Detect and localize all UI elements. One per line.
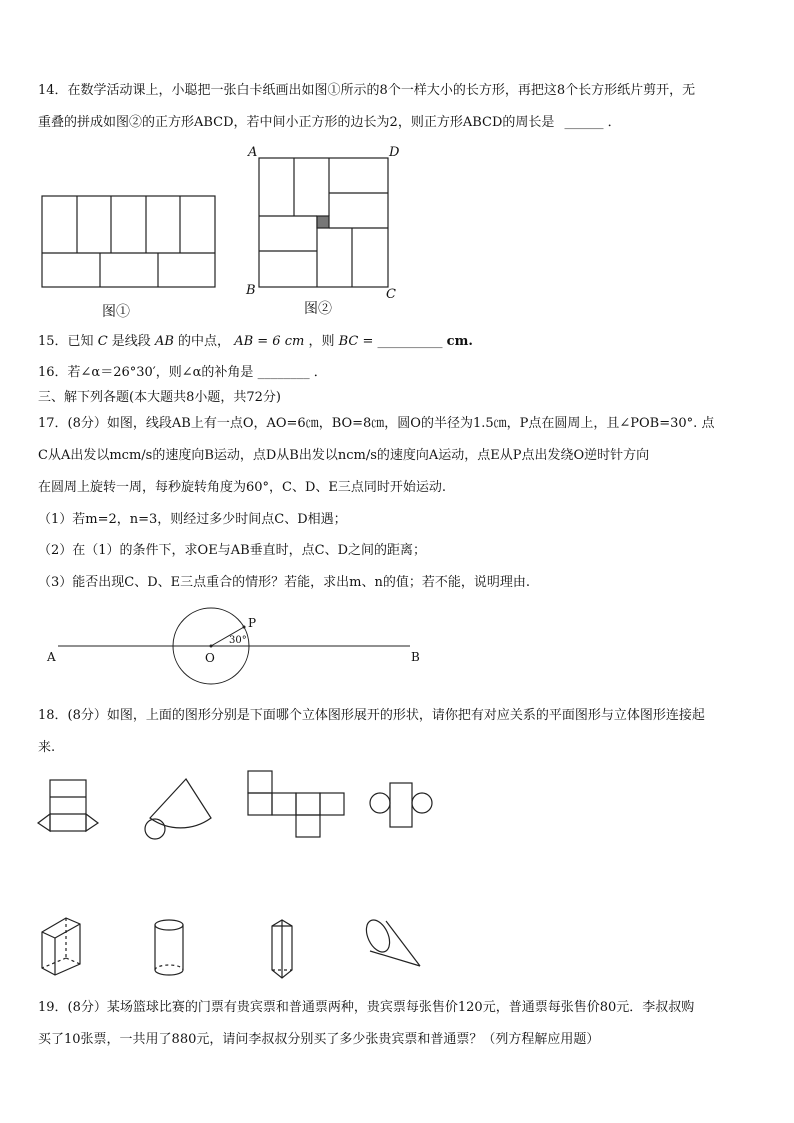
fig1-outer: [42, 196, 215, 287]
q17-sub1: （1）若m=2，n=3，则经过多少时间点C、D相遇；: [38, 512, 347, 527]
fig2-label-A: A: [248, 145, 258, 160]
q17-point-O: [210, 645, 213, 648]
q17-line3: 在圆周上旋转一周，每秒旋转角度为60°，C、D、E三点同时开始运动.: [38, 480, 447, 495]
q17-label-A: A: [47, 650, 56, 664]
solid-cone: [362, 916, 420, 966]
solid-cuboid: [42, 918, 80, 975]
net-cone: [145, 779, 211, 839]
solid-triangular-prism: [272, 920, 292, 978]
q15-mid: 是线段: [111, 334, 151, 349]
q15-eq1: AB = 6 cm: [234, 334, 305, 349]
fig2-label-C: C: [386, 287, 396, 302]
q17-sub2: （2）在（1）的条件下，求OE与AB垂直时，点C、D之间的距离；: [38, 543, 427, 558]
q18-solids: [42, 916, 420, 978]
q16-answer-blank[interactable]: ________: [257, 365, 310, 380]
q15-sep: ，则: [308, 334, 335, 349]
q17-figure: [58, 608, 410, 684]
net-triangular-prism: [38, 780, 98, 831]
q17-radius-OP: [211, 627, 244, 646]
q15-eq2: BC =: [338, 334, 374, 349]
q14-text: 重叠的拼成如图②的正方形ABCD，若中间小正方形的边长为2，则正方形ABCD的周长是: [38, 115, 555, 130]
q17-label-B: B: [411, 650, 420, 664]
q18-nets: [38, 771, 432, 839]
q15-unit: cm.: [446, 334, 473, 349]
q19-line1: 19．(8分）某场篮球比赛的门票有贵宾票和普通票两种，贵宾票每张售价120元，普通票每张售价80元．李叔叔购: [38, 1000, 695, 1015]
q16-end: ．: [313, 365, 327, 380]
q15-prefix: 15．已知: [38, 334, 94, 349]
q19-line2: 买了10张票，一共用了880元，请问李叔叔分别买了多少张贵宾票和普通票？（列方程解应用题）: [38, 1032, 600, 1047]
q15-segment-AB: AB: [154, 334, 174, 349]
q15-answer-blank[interactable]: __________: [377, 334, 443, 349]
fig2-label-B: B: [246, 283, 256, 298]
figure-2-square: [259, 158, 388, 287]
q16-text: 16．若∠α＝26°30′，则∠α的补角是: [38, 365, 254, 380]
q17-label-O: O: [205, 651, 215, 665]
q18-line1: 18．(8分）如图，上面的图形分别是下面哪个立体图形展开的形状，请你把有对应关系的平面图形与立体图形连接起: [38, 708, 705, 723]
q17-circle-O: [173, 608, 249, 684]
q18-line2: 来.: [38, 740, 56, 755]
q14-answer-blank[interactable]: ______: [564, 115, 604, 130]
fig2-caption: 图②: [304, 301, 332, 317]
q17-point-P: [243, 626, 246, 629]
net-cylinder: [370, 783, 432, 827]
q14-line1: 14．在数学活动课上，小聪把一张白卡纸画出如图①所示的8个一样大小的长方形，再把这8个长方形纸片剪开，无: [38, 83, 696, 98]
fig2-label-D: D: [389, 145, 400, 160]
fig1-caption: 图①: [102, 304, 130, 320]
q15-line: [38, 333, 473, 351]
q17-angle-label: 30°: [229, 635, 247, 646]
figure-1-rectangles: [42, 196, 215, 287]
q17-sub3: （3）能否出现C、D、E三点重合的情形？若能，求出m、n的值；若不能，说明理由.: [38, 575, 530, 590]
net-cube: [248, 771, 344, 837]
q15-mid2: 的中点，: [178, 334, 231, 349]
fig2-outer: [259, 158, 388, 287]
q17-label-P: P: [248, 616, 257, 630]
q17-line2: C从A出发以mcm/s的速度向B运动，点D从B出发以ncm/s的速度向A运动，点E从P点出发绕O逆时针方向: [38, 448, 650, 463]
q16-line: [38, 364, 327, 382]
q14-line2: [38, 114, 621, 132]
section-3-heading: 三、解下列各题(本大题共8小题，共72分): [38, 390, 281, 405]
q17-line1: 17．(8分）如图，线段AB上有一点O，AO=6㎝，BO=8㎝，圆O的半径为1.5㎝，P点在圆周上，且∠POB=30°. 点: [38, 416, 715, 431]
q14-end: ．: [607, 115, 621, 130]
fig2-center-square: [317, 216, 329, 228]
solid-cylinder: [155, 920, 183, 975]
q15-point-C: C: [97, 334, 108, 349]
